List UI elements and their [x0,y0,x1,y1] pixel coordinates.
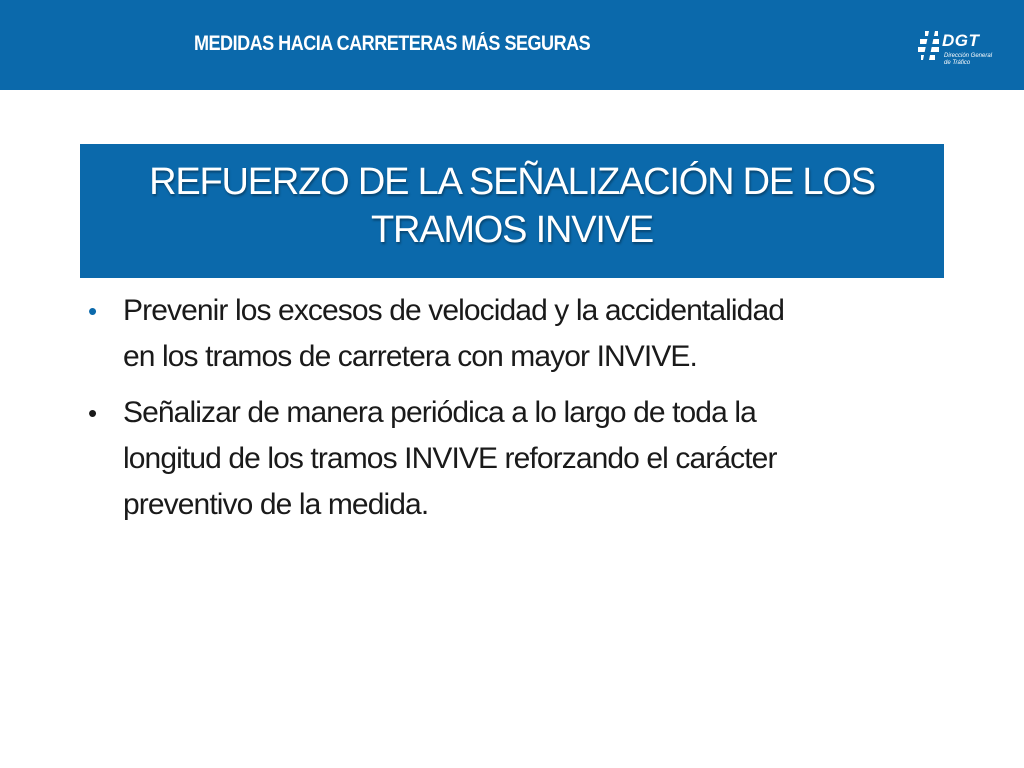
bullet-list [88,288,918,538]
bullet-marker: • [88,296,97,326]
header-title: MEDIDAS HACIA CARRETERAS MÁS SEGURAS [194,32,591,55]
dgt-road-logo-icon [918,30,942,64]
logo-subtitle-line: Dirección General [944,53,993,59]
logo-subtitle [944,53,1004,67]
bullet-text-line: Prevenir los excesos de velocidad y la accidentalidad [123,294,785,327]
slide-title-line: REFUERZO DE LA SEÑALIZACIÓN DE LOS [149,161,875,203]
bullet-text-line: Señalizar de manera periódica a lo largo de toda la [123,396,756,429]
slide-title-line: TRAMOS INVIVE [370,209,654,251]
dgt-logo [918,28,1018,72]
bullet-item [88,390,918,528]
logo-subtitle-line: de Tráfico [944,60,971,66]
bullet-text-line: en los tramos de carretera con mayor INVIVE. [123,340,697,373]
slide-title [80,158,944,254]
bullet-text-line: preventivo de la medida. [123,488,429,521]
logo-abbreviation: DGT [942,31,980,50]
bullet-item [88,288,918,380]
slide-title-box [80,144,944,278]
header-band [0,0,1024,90]
bullet-marker: • [88,398,97,428]
bullet-text-line: longitud de los tramos INVIVE reforzando el carácter [123,442,777,475]
